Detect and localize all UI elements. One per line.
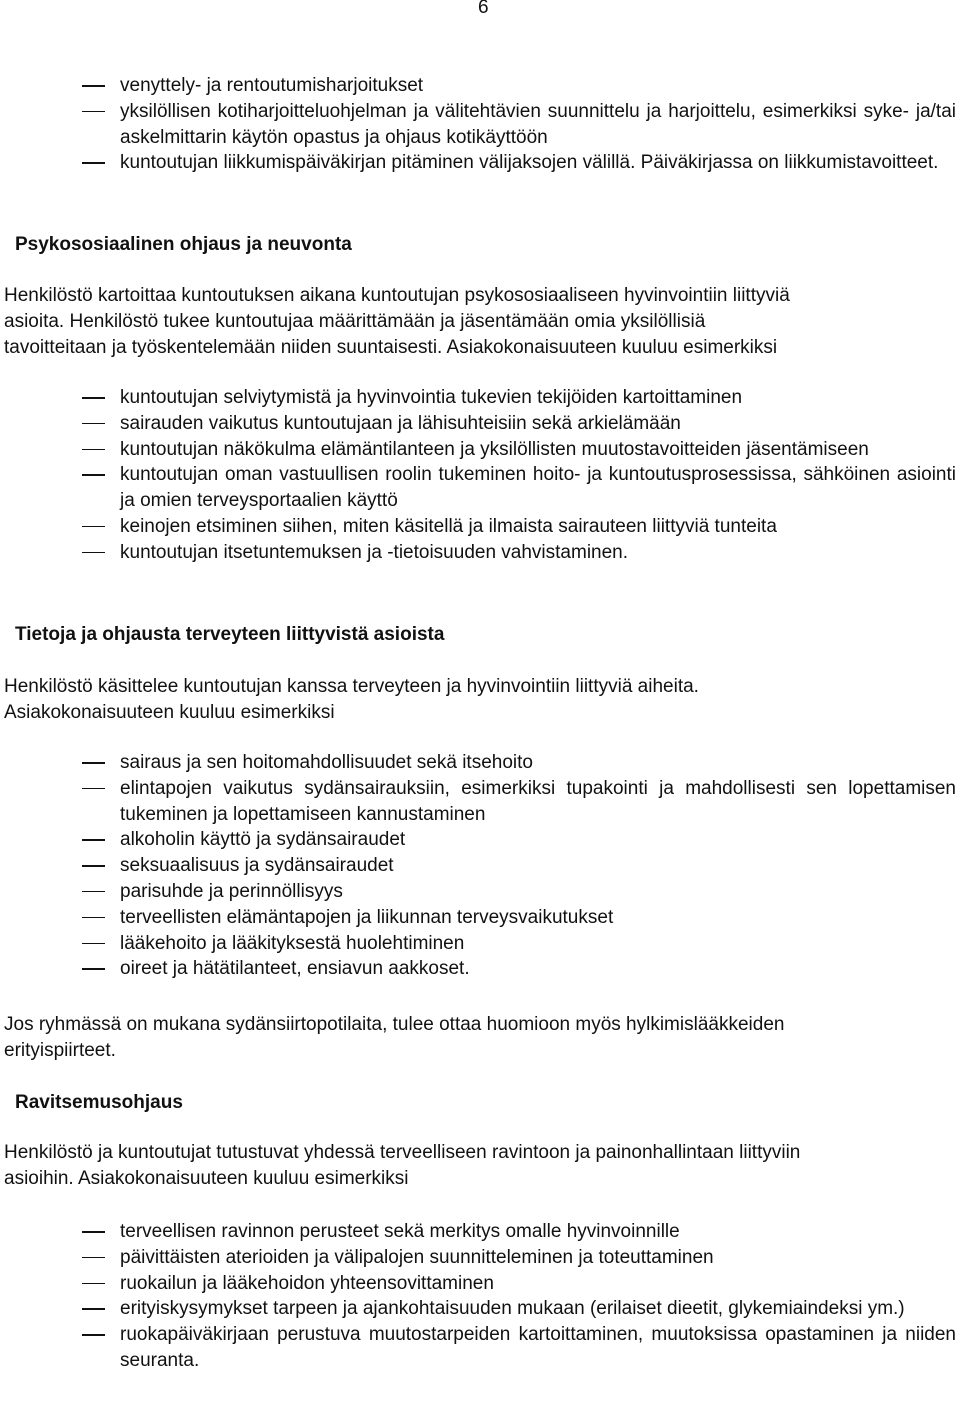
list-item: kuntoutujan itsetuntemuksen ja -tietoisuuden vahvistaminen. [0,540,960,566]
top-list-block [0,73,960,176]
paragraph-line: Jos ryhmässä on mukana sydänsiirtopotilaita, tulee ottaa huomioon myös hylkimislääkkeiden [4,1014,785,1035]
health-list [0,750,960,982]
nutrition-list-block [0,1219,960,1374]
list-item: seksuaalisuus ja sydänsairaudet [0,853,960,879]
paragraph-line: erityispiirteet. [4,1039,116,1061]
list-item: terveellisen ravinnon perusteet sekä merkitys omalle hyvinvoinnille [0,1219,960,1245]
list-item: yksilöllisen kotiharjoitteluohjelman ja välitehtävien suunnittelu ja harjoittelu, esimerkiksi syke- ja/tai askelmittarin käytön opastus ja ohjaus kotikäyttöön [0,99,960,151]
list-item: lääkehoito ja lääkityksestä huolehtiminen [0,931,960,957]
list-item: ruokailun ja lääkehoidon yhteensovittaminen [0,1271,960,1297]
section-heading-ravitsemus: Ravitsemusohjaus [15,1092,183,1113]
paragraph-line: tavoitteitaan ja työskentelemään niiden suuntaisesti. Asiakokonaisuuteen kuuluu esimerkiksi [4,336,778,358]
page-number: 6 [478,0,489,18]
list-item: sairaus ja sen hoitomahdollisuudet sekä itsehoito [0,750,960,776]
list-item: alkoholin käyttö ja sydänsairaudet [0,827,960,853]
list-item: terveellisten elämäntapojen ja liikunnan terveysvaikutukset [0,905,960,931]
list-item: parisuhde ja perinnöllisyys [0,879,960,905]
section-heading-terveys: Tietoja ja ohjausta terveyteen liittyvistä asioista [15,624,445,645]
paragraph-line: Henkilöstö ja kuntoutujat tutustuvat yhdessä terveelliseen ravintoon ja painonhallintaan liittyviin [4,1142,801,1163]
section-heading-psykososiaalinen: Psykososiaalinen ohjaus ja neuvonta [15,234,352,255]
psyko-list-block [0,385,960,566]
psyko-paragraph [4,283,950,360]
list-item: erityiskysymykset tarpeen ja ajankohtaisuuden mukaan (erilaiset dieetit, glykemiaindeksi ym.) [0,1296,960,1322]
paragraph-line: asioihin. Asiakokonaisuuteen kuuluu esimerkiksi [4,1167,409,1189]
top-list [0,73,960,176]
list-item: kuntoutujan näkökulma elämäntilanteen ja yksilöllisten muutostavoitteiden jäsentämiseen [0,437,960,463]
nutrition-list [0,1219,960,1374]
list-item: elintapojen vaikutus sydänsairauksiin, esimerkiksi tupakointi ja mahdollisesti sen lopettamisen tukeminen ja lopettamiseen kannustaminen [0,776,960,828]
list-item: keinojen etsiminen siihen, miten käsitellä ja ilmaista sairauteen liittyviä tunteita [0,514,960,540]
list-item: oireet ja hätätilanteet, ensiavun aakkoset. [0,956,960,982]
psyko-list [0,385,960,566]
list-item: päivittäisten aterioiden ja välipalojen suunnitteleminen ja toteuttaminen [0,1245,960,1271]
list-item: kuntoutujan oman vastuullisen roolin tukeminen hoito- ja kuntoutusprosessissa, sähköinen asiointi ja omien terveysportaalien käyttö [0,462,960,514]
list-item: kuntoutujan liikkumispäiväkirjan pitäminen välijaksojen välillä. Päiväkirjassa on liikkumistavoitteet. [0,150,960,176]
paragraph-line: Henkilöstö käsittelee kuntoutujan kanssa terveyteen ja hyvinvointiin liittyviä aiheita. [4,676,699,697]
paragraph-line: asioita. Henkilöstö tukee kuntoutujaa määrittämään ja jäsentämään omia yksilöllisiä [4,310,706,332]
paragraph-line: Henkilöstö kartoittaa kuntoutuksen aikana kuntoutujan psykososiaaliseen hyvinvointiin liittyviä [4,285,790,306]
list-item: sairauden vaikutus kuntoutujaan ja lähisuhteisiin sekä arkielämään [0,411,960,437]
list-item: venyttely- ja rentoutumisharjoitukset [0,73,960,99]
list-item: ruokapäiväkirjaan perustuva muutostarpeiden kartoittaminen, muutoksissa opastaminen ja niiden seuranta. [0,1322,960,1374]
nutrition-paragraph [4,1140,950,1192]
health-paragraph [4,674,950,726]
list-item: kuntoutujan selviytymistä ja hyvinvointia tukevien tekijöiden kartoittaminen [0,385,960,411]
paragraph-line: Asiakokonaisuuteen kuuluu esimerkiksi [4,701,335,723]
health-list-block [0,750,960,982]
health-note [4,1012,950,1064]
